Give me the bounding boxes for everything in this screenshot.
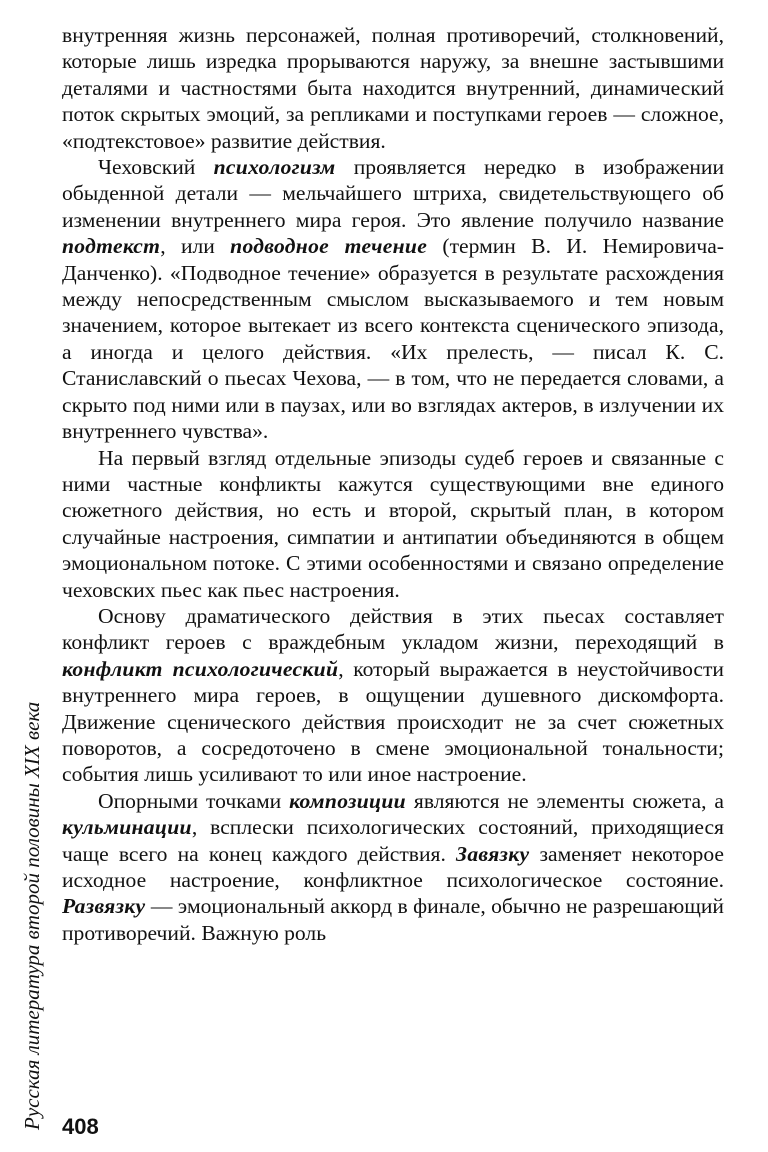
text-run: , или — [160, 234, 231, 259]
term: конфликт психологический — [62, 656, 339, 681]
term: психологизм — [213, 155, 336, 180]
term: композиции — [289, 788, 406, 813]
paragraph-1 — [62, 22, 724, 154]
text-run: заменяет некоторое исходное настроение, конфликтное психологическое состояние. — [62, 841, 724, 892]
running-title: Русская литература второй половины XIX века — [20, 701, 44, 1130]
text-run: На первый взгляд отдельные эпизоды судеб героев и связанные с ними частные конфликты кажутся существующими вне единого сюжетного действия, но есть и второй, скрытый план, в котором случайные настроения, симпатии и антипатии объединяются в общем эмоциональном потоке. С этими особенностями и связано определение чеховских пьес как пьес настроения. — [62, 445, 724, 602]
text-run: Чеховский — [98, 155, 214, 180]
term: Завязку — [456, 841, 530, 866]
text-run: , всплески психологических состояний, приходящиеся чаще всего на конец каждого действия. — [62, 815, 724, 866]
text-run: внутренняя жизнь персонажей, полная противоречий, столкновений, которые лишь изредка прорываются наружу, за внешне застывшими деталями и частностями быта находится внутренний, динамический поток скрытых эмоций, за репликами и поступками героев — сложное, «подтекстовое» развитие действия. — [62, 23, 724, 153]
term: Развязку — [62, 894, 146, 919]
paragraph-3 — [62, 445, 724, 603]
paragraph-5 — [62, 788, 724, 946]
term: подводное течение — [230, 234, 428, 259]
text-run: проявляется нередко в изображении обыденной детали — мельчайшего штриха, свидетельствующего об изменении внутреннего мира героя. Это явление получило название — [62, 155, 725, 232]
text-run: , который выражается в неустойчивости внутреннего мира героев, в ощущении душевного дискомфорта. Движение сценического действия происходит не за счет сюжетных поворотов, а сосредоточено в смене эмоциональной тональности; события лишь усиливают то или иное настроение. — [62, 656, 724, 787]
page-number: 408 — [62, 1114, 99, 1139]
term: подтекст — [62, 234, 161, 259]
paragraph-2 — [62, 154, 724, 444]
text-run: — эмоциональный аккорд в финале, обычно не разрешающий противоречий. Важную роль — [62, 894, 724, 945]
text-run: Основу драматического действия в этих пьесах составляет конфликт героев с враждебным укладом жизни, переходящий в — [62, 603, 724, 655]
paragraph-4 — [62, 603, 724, 788]
page-body — [62, 22, 724, 946]
text-run: являются не элементы сюжета, а — [405, 788, 725, 813]
text-run: (термин В. И. Немировича-Данченко). «Подводное течение» образуется в результате расхождения между непосредственным смыслом высказываемого и тем новым значением, которое вытекает из всего контекста сценического эпизода, а иногда и целого действия. «Их прелесть, — писал К. С. Станиславский о пьесах Чехова, — в том, что не передается словами, а скрыто под ними или в паузах, или во взглядах актеров, в излучении их внутреннего чувства». — [62, 234, 724, 444]
text-run: Опорными точками — [98, 788, 290, 813]
term: кульминации — [62, 815, 192, 840]
